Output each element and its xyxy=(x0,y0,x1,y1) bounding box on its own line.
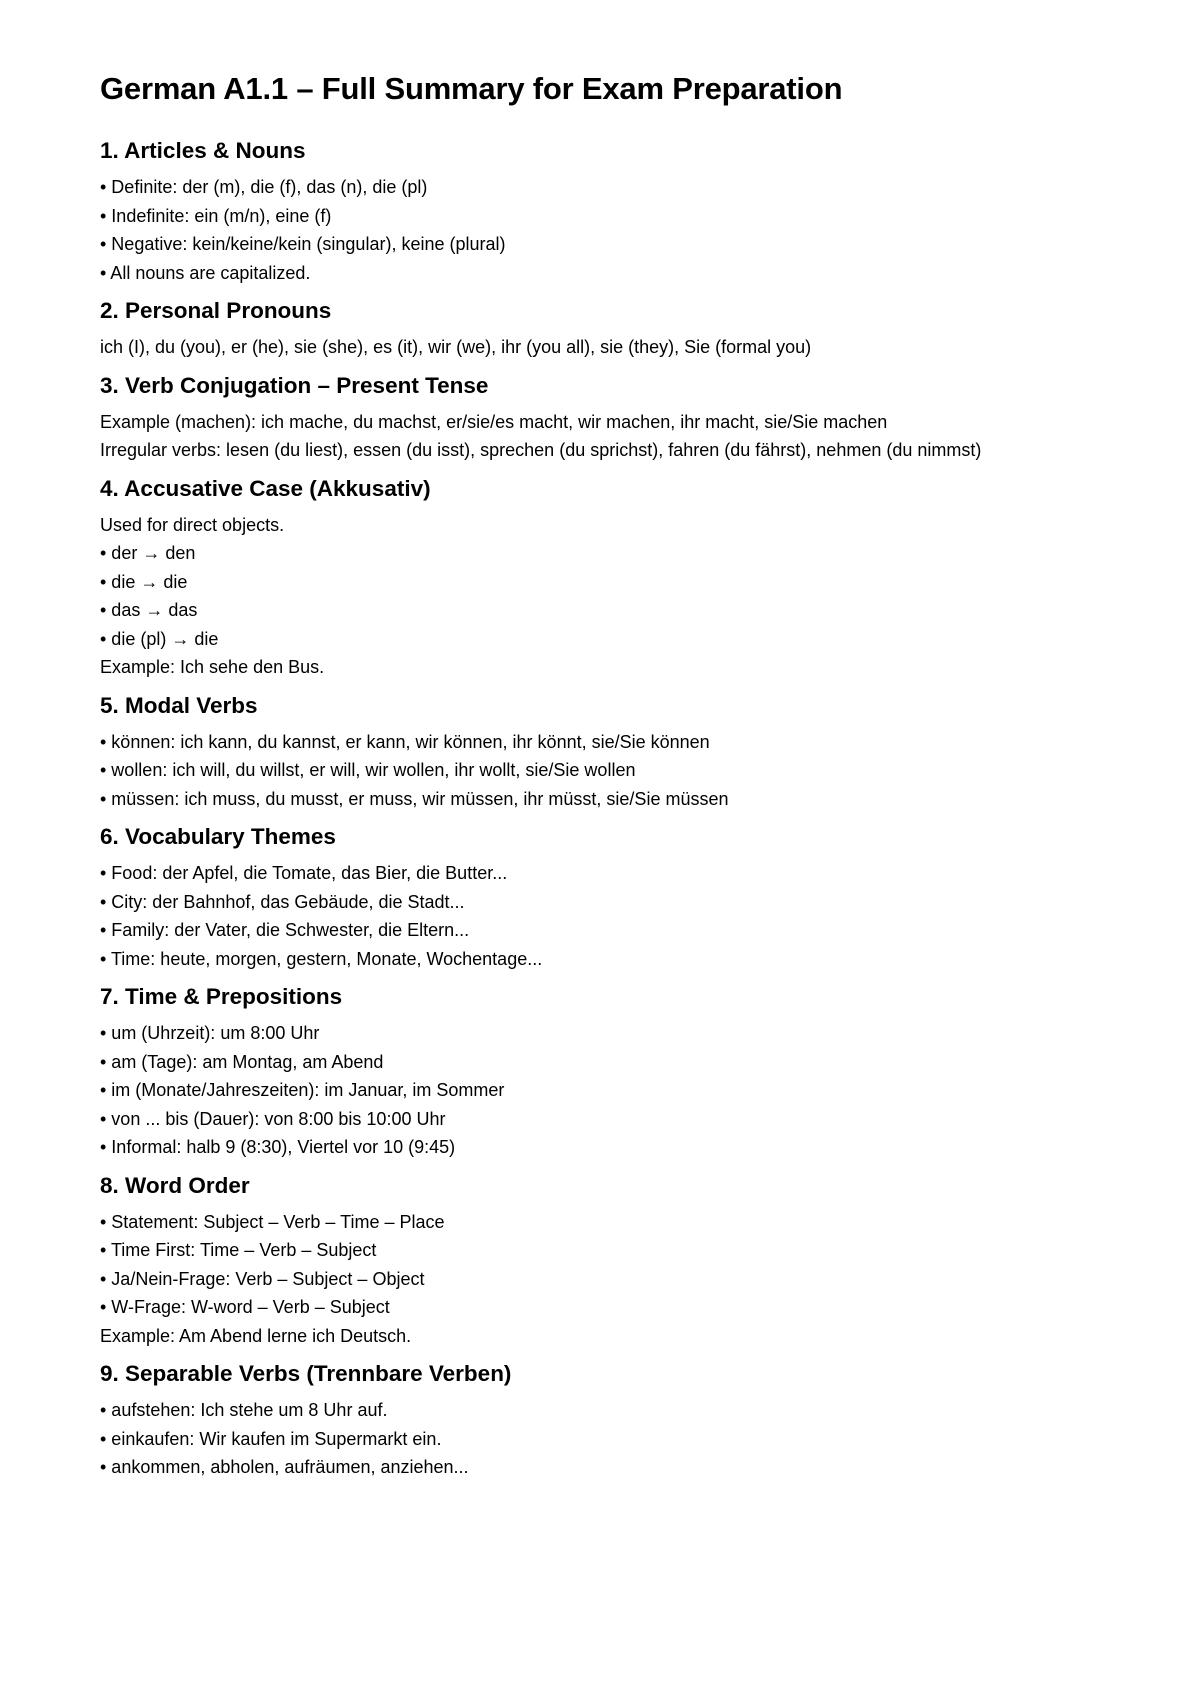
text-line: • einkaufen: Wir kaufen im Supermarkt ein. xyxy=(100,1428,442,1449)
text-line: • das → das xyxy=(100,600,198,620)
text-line: Example: Am Abend lerne ich Deutsch. xyxy=(100,1325,412,1346)
section-heading: 6. Vocabulary Themes xyxy=(100,824,336,849)
section-heading: 4. Accusative Case (Akkusativ) xyxy=(100,475,431,501)
text-line: Example (machen): ich mache, du machst, er/sie/es macht, wir machen, ihr macht, sie/Sie machen xyxy=(100,411,888,432)
section xyxy=(100,823,1150,973)
sections-container xyxy=(100,137,1150,1482)
text-line: • Food: der Apfel, die Tomate, das Bier, die Butter... xyxy=(100,863,508,883)
text-line: ich (I), du (you), er (he), sie (she), es (it), wir (we), ihr (you all), sie (they), Sie (formal you) xyxy=(100,337,812,357)
text-line: • der → den xyxy=(100,543,196,563)
text-line: • Ja/Nein-Frage: Verb – Subject – Object xyxy=(100,1268,425,1289)
text-line: • Definite: der (m), die (f), das (n), die (pl) xyxy=(100,177,428,197)
text-line: • ankommen, abholen, aufräumen, anziehen... xyxy=(100,1457,469,1477)
document-page xyxy=(100,66,1150,1482)
section xyxy=(100,372,1150,465)
text-line: • Statement: Subject – Verb – Time – Place xyxy=(100,1211,445,1232)
text-line: Irregular verbs: lesen (du liest), essen (du isst), sprechen (du sprichst), fahren (du fährst), nehmen (du nimmst) xyxy=(100,440,982,460)
section-heading: 2. Personal Pronouns xyxy=(100,298,332,323)
text-line: • Time: heute, morgen, gestern, Monate, Wochentage... xyxy=(100,948,543,969)
section xyxy=(100,475,1150,682)
text-line: • City: der Bahnhof, das Gebäude, die Stadt... xyxy=(100,891,465,912)
section xyxy=(100,1172,1150,1351)
text-line: • die (pl) → die xyxy=(100,628,219,649)
text-line: • Indefinite: ein (m/n), eine (f) xyxy=(100,205,332,226)
section xyxy=(100,297,1150,362)
section xyxy=(100,137,1150,287)
text-line: • um (Uhrzeit): um 8:00 Uhr xyxy=(100,1023,320,1043)
section-heading: 1. Articles & Nouns xyxy=(100,138,306,163)
document-title: German A1.1 – Full Summary for Exam Preparation xyxy=(100,71,843,106)
section xyxy=(100,692,1150,814)
section-heading: 9. Separable Verbs (Trennbare Verben) xyxy=(100,1361,512,1386)
text-line: • von ... bis (Dauer): von 8:00 bis 10:00 Uhr xyxy=(100,1108,446,1129)
text-line: • müssen: ich muss, du musst, er muss, wir müssen, ihr müsst, sie/Sie müssen xyxy=(100,788,729,809)
text-line: • Time First: Time – Verb – Subject xyxy=(100,1240,377,1260)
text-line: • im (Monate/Jahreszeiten): im Januar, im Sommer xyxy=(100,1080,505,1100)
text-line: • wollen: ich will, du willst, er will, wir wollen, ihr wollt, sie/Sie wollen xyxy=(100,760,636,780)
text-line: • Negative: kein/keine/kein (singular), keine (plural) xyxy=(100,234,506,254)
text-line: • Family: der Vater, die Schwester, die Eltern... xyxy=(100,920,470,940)
text-line: • aufstehen: Ich stehe um 8 Uhr auf. xyxy=(100,1400,388,1420)
section-heading: 8. Word Order xyxy=(100,1172,250,1198)
text-line: • W-Frage: W-word – Verb – Subject xyxy=(100,1297,390,1317)
text-line: • können: ich kann, du kannst, er kann, wir können, ihr könnt, sie/Sie können xyxy=(100,731,710,752)
section-heading: 7. Time & Prepositions xyxy=(100,984,343,1009)
section-heading: 5. Modal Verbs xyxy=(100,692,258,718)
text-line: • am (Tage): am Montag, am Abend xyxy=(100,1051,384,1072)
text-line: • All nouns are capitalized. xyxy=(100,262,311,283)
section xyxy=(100,1360,1150,1482)
text-line: Used for direct objects. xyxy=(100,514,285,535)
text-line: • die → die xyxy=(100,571,188,592)
section xyxy=(100,983,1150,1162)
section-heading: 3. Verb Conjugation – Present Tense xyxy=(100,372,489,398)
text-line: Example: Ich sehe den Bus. xyxy=(100,657,325,677)
text-line: • Informal: halb 9 (8:30), Viertel vor 10 (9:45) xyxy=(100,1137,456,1157)
